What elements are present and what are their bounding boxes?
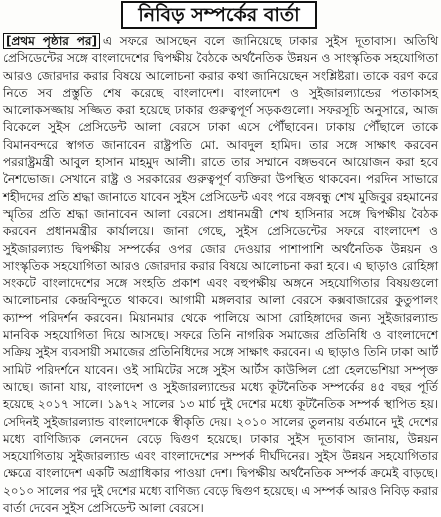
continuation-marker-text: প্রথম পৃষ্ঠার পর [11,34,92,48]
article-headline: নিবিড় সম্পর্কের বার্তা [138,3,300,26]
headline-box [121,1,317,29]
continuation-marker: [প্রথম পৃষ্ঠার পর] [3,33,100,49]
article-body [3,33,439,516]
article-text: এ সফরে আসছেন বলে জানিয়েছে ঢাকার সুইস দূতাবাস। অতিথি প্রেসিডেন্টের সঙ্গে বাংলাদেশের দ্বিপক্ষীয় বৈঠকে অর্থনৈতিক উন্নয়ন ও সাংস্কৃতিক সহযোগিতা আরও জোরদার করার বিষয়ে আলোচনা করার কথা জানিয়েছেন সংশ্লিষ্টরা। তাকে বরণ করে নিতে সব প্রস্তুতি শেষ করেছে বাংলাদেশ। বাংলাদেশ ও সুইজারল্যান্ডের পতাকাসহ আলোকসজ্জায় সজ্জিত করা হয়েছে ঢাকার গুরুত্বপূর্ণ সড়কগুলো। সফরসূচি অনুসারে, আজ বিকেলে সুইস প্রেসিডেন্ট আলা বেরসে ঢাকা এসে পৌঁছাবেন। ঢাকায় পৌঁছালে তাকে বিমানবন্দরে স্বাগত জানাবেন রাষ্ট্রপতি মো. আবদুল হামিদ। তার সঙ্গে সাক্ষাৎ করবেন পররাষ্ট্রমন্ত্রী আবুল হাসান মাহমুদ আলী। রাতে তার সম্মানে বঙ্গভবনে আয়োজন করা হবে নৈশভোজ। সেখানে রাষ্ট্র ও সরকারের গুরুত্বপূর্ণ ব্যক্তিরা উপস্থিত থাকবেন। পরদিন সাভারে শহীদদের প্রতি শ্রদ্ধা জানাতে যাবেন সুইস প্রেসিডেন্ট এবং পরে বঙ্গবন্ধু শেখ মুজিবুর রহমানের স্মৃতির প্রতি শ্রদ্ধা জানাবেন আলা বেরসে। প্রধানমন্ত্রী শেখ হাসিনার সঙ্গে দ্বিপক্ষীয় বৈঠক করবেন প্রধানমন্ত্রীর কার্যালয়ে। জানা গেছে, সুইস প্রেসিডেন্টের সফরে বাংলাদেশ ও সুইজারল্যান্ড দ্বিপক্ষীয় সম্পর্কের ওপর জোর দেওয়ার পাশাপাশি অর্থনৈতিক উন্নয়ন ও সাংস্কৃতিক সহযোগিতা আরও জোরদার করার বিষয়ে আলোচনা করা হবে। এ ছাড়াও রোহিঙ্গা সংকটে বাংলাদেশের সঙ্গে সংহতি প্রকাশ এবং বহুপক্ষীয় অঙ্গনে সহযোগিতার বিষয়গুলো আলোচনার কেন্দ্রবিন্দুতে থাকবে। আগামী মঙ্গলবার আলা বেরসে কক্সবাজারের কুতুপালং ক্যাম্প পরিদর্শন করবেন। মিয়ানমার থেকে পালিয়ে আসা রোহিঙ্গাদের জন্য সুইজারল্যান্ড মানবিক সহযোগিতা দিয়ে আসছে। সফরে তিনি নাগরিক সমাজের প্রতিনিধি ও বাংলাদেশে সক্রিয় সুইস ব্যবসায়ী সমাজের প্রতিনিধিদের সঙ্গে সাক্ষাৎ করবেন। এ ছাড়াও তিনি ঢাকা আর্ট সামিট পরিদর্শনে যাবেন। ওই সামিটের সঙ্গে সুইস আর্টস কাউন্সিল প্রো হেলভেশিয়া সম্পৃক্ত আছে। জানা যায়, বাংলাদেশ ও সুইজারল্যান্ডের মধ্যে কূটনৈতিক সম্পর্কের ৪৫ বছর পূর্তি হয়েছে ২০১৭ সালে। ১৯৭২ সালের ১৩ মার্চ দুই দেশের মধ্যে কূটনৈতিক সম্পর্ক স্থাপিত হয়। সেদিনই সুইজারল্যান্ড বাংলাদেশকে স্বীকৃতি দেয়। ২০১০ সালের তুলনায় বর্তমানে দুই দেশের মধ্যে বাণিজ্যিক লেনদেন বেড়ে দ্বিগুণ হয়েছে। ঢাকার সুইস দূতাবাস জানায়, উন্নয়ন সহযোগিতায় সুইজারল্যান্ড এবং বাংলাদেশের সম্পর্ক দীর্ঘদিনের। সুইস উন্নয়ন সহযোগিতার ক্ষেত্রে বাংলাদেশ একটি অগ্রাধিকার পাওয়া দেশ। দ্বিপক্ষীয় অর্থনৈতিক সম্পর্ক ক্রমেই বাড়ছে। ২০১০ সালের পর দুই দেশের মধ্যে বাণিজ্য বেড়ে দ্বিগুণ হয়েছে। এ সম্পর্ক আরও নিবিড় করার বার্তা দেবেন সুইস প্রেসিডেন্ট আলা বেরসে। [3,34,439,516]
